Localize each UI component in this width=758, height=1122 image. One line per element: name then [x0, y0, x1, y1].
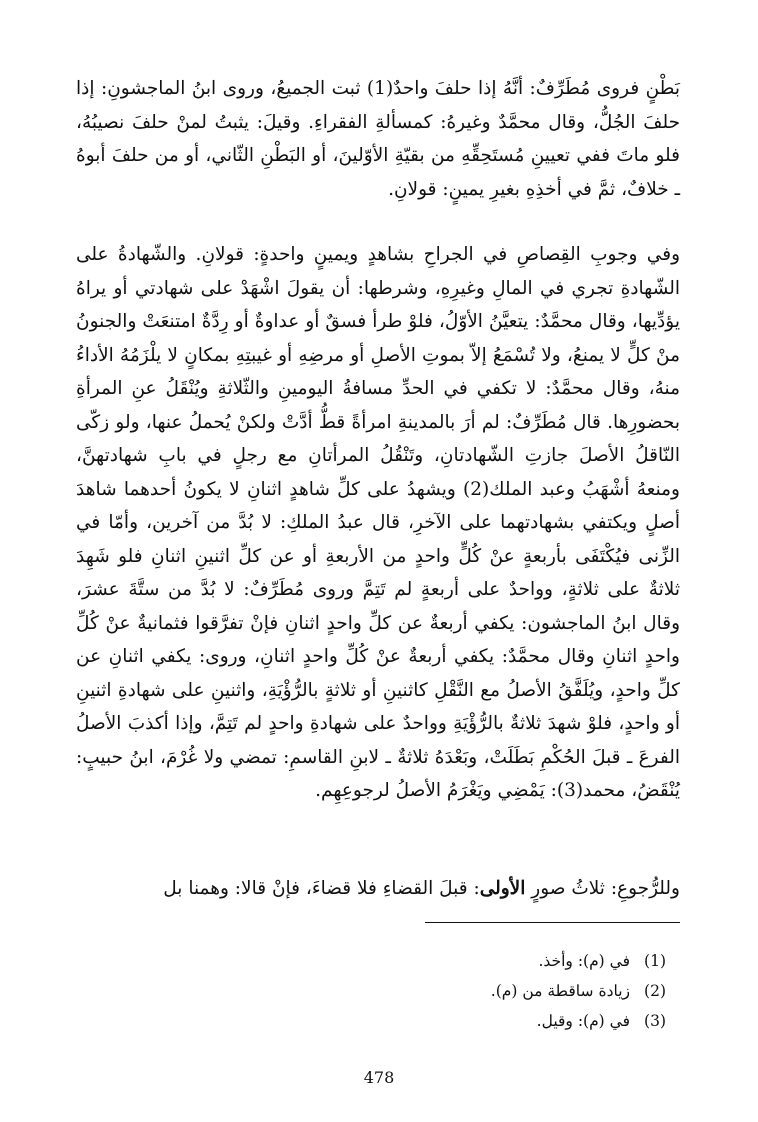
body-paragraph-1: بَطْنٍ فروى مُطَرِّفٌ: أنَّهُ إذا حلفَ واحدٌ(1) ثبت الجميعُ، وروى ابنُ الماجشونِ: إذا حلفَ الجُلُّ، وقال محمَّدٌ وغيرهُ: كمسألةِ الفقراءِ. وقيلَ: يثبتُ لمنْ حلفَ نصيبُهُ، فلو ماتَ ففي تعيينِ مُستَحِقِّهِ من بقيّةِ الأوّلينَ، أو البَطْنِ الثّاني، أو من حلفَ أبوهُ ـ خلافٌ، ثمَّ في أخذِهِ بغيرِ يمينٍ: قولانِ.: [76, 78, 681, 200]
footnote-number: (3): [644, 1012, 666, 1030]
footnote-3: [106, 1006, 666, 1036]
paragraph-3-start: وللرُّجوعِ: ثلاثُ صورٍ: [525, 878, 680, 899]
footnote-number: (2): [644, 982, 666, 1000]
paragraph-3-end: : قبلَ القضاءِ فلا قضاءَ، فإنْ قالا: وهمنا بل: [163, 878, 480, 899]
page-number: 478: [363, 1068, 395, 1087]
footnote-separator: [425, 922, 680, 923]
body-paragraph-3: [76, 872, 680, 906]
footnote-text: زيادة ساقطة من (م).: [490, 982, 630, 1000]
footnote-1: [106, 946, 666, 976]
body-paragraph-2: وفي وجوبِ القِصاصِ في الجراحِ بشاهدٍ ويمينٍ واحدةٍ: قولانِ. والشّهادةُ على الشّهادةِ تجري في المالِ وغيرِهِ، وشرطها: أن يقولَ اشْهَدْ على شهادتي أو يراهُ يؤدِّيها، وقال محمَّدٌ: يتعيَّنُ الأوّلُ، فلوْ طرأ فسقٌ أو عداوةٌ أو رِدَّةٌ امتنعَتْ والجنونُ منْ كلٍّ لا يمنعُ، ولا تُسْمَعُ إلاّ بموتِ الأصلِ أو مرضِهِ أو غيبتِهِ بمكانٍ لا يلْزَمُهُ الأداءُ منهُ، وقال محمَّدٌ: لا تكفي في الحدِّ مسافةُ اليومينِ والثّلاثةِ ويُنْقَلُ عنِ المرأةِ بحضورِها. قال مُطَرِّفٌ: لم أرَ بالمدينةِ امرأةً قطُّ أدَّتْ ولكنْ يُحملُ عنها، ولو زكّى النّاقلُ الأصلَ جازتِ الشّهادتانِ، وتَنْقُلُ المرأتانِ مع رجلٍ في بابِ شهادتهنَّ، ومنعهُ أشْهَبُ وعبد الملك(2) ويشهدُ على كلِّ شاهدٍ اثنانِ لا يكونُ أحدهما شاهدَ أصلٍ ويكتفي بشهادتهما على الآخرِ، قال عبدُ الملكِ: لا بُدَّ من آخرين، وأمّا في الزِّنى فيُكْتَفَى بأربعةٍ عنْ كُلٍّ واحدٍ من الأربعةِ أو عن كلِّ اثنينِ اثنانِ فلو شَهِدَ ثلاثةٌ على ثلاثةٍ، وواحدٌ على أربعةٍ لم تَتِمَّ وروى مُطَرِّفٌ: لا بُدَّ من ستَّةَ عشرَ، وقال ابنُ الماجشون: يكفي أربعةٌ عن كلِّ واحدٍ اثنانِ فإنْ تفرَّقوا فثمانيةٌ عنْ كُلِّ واحدٍ اثنانِ وقال محمَّدٌ: يكفي أربعةٌ عنْ كُلِّ واحدٍ اثنانِ، وروى: يكفي اثنانِ عن كلِّ واحدٍ، ويُلَفَّقُ الأصلُ مع النَّقْلِ كاثنينِ أو ثلاثةٍ بالرُّؤْيَةِ، واثنينِ على شهادةِ اثنينِ أو واحدٍ، فلوْ شهدَ ثلاثةٌ بالرُّؤْيَةِ وواحدٌ على شهادةِ واحدٍ لم تَتِمَّ، وإذا أكذبَ الأصلُ الفرعَ ـ قبلَ الحُكْمِ بَطَلَتْ، وبَعْدَهُ ثلاثةٌ ـ لابنِ القاسمِ: تمضي ولا غُرْمَ، ابنُ حبيبٍ: يُنْقَضُ، محمد(3): يَمْضِي ويَغْرَمُ الأصلُ لرجوعِهِم.: [76, 244, 680, 801]
paragraph-3-bold-term: الأولى: [479, 878, 526, 899]
footnotes-list: [106, 946, 666, 1036]
footnote-number: (1): [644, 952, 666, 970]
footnote-text: في (م): وقيل.: [536, 1012, 630, 1030]
footnote-2: [106, 976, 666, 1006]
footnote-text: في (م): وأخذ.: [538, 952, 630, 970]
